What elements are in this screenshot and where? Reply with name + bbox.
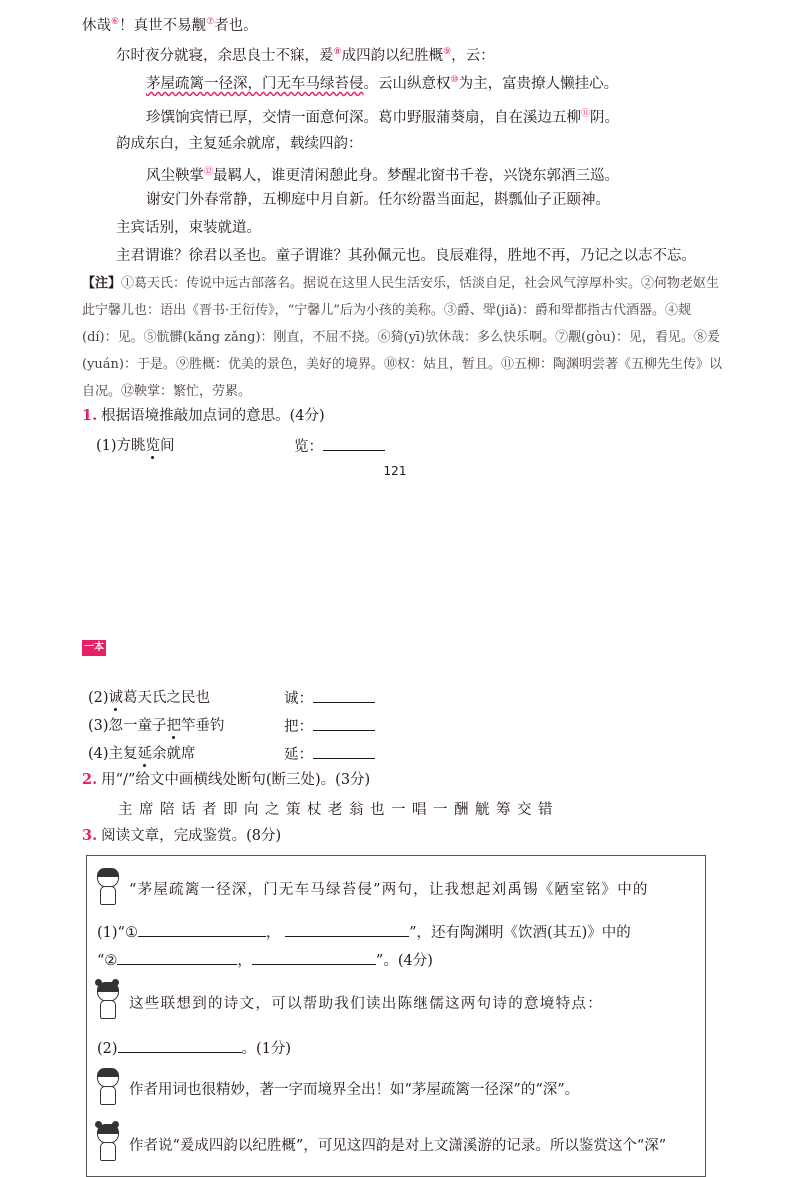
notes-text: ①葛天氏：传说中远古部落名。据说在这里人民生活安乐，恬淡自足，社会风气淳厚朴实。②何物老妪生此宁馨儿也：语出《晋书·王衍传》，“宁馨儿”后为小孩的美称。③爵、斝(jiǎ)：爵和斝都指古代酒器。④觌(dí)：见。⑤骯髒(kǎng zǎng)：刚直，不屈不挠。⑥猗(yī)欤休哉：多么快乐啊。⑦觏(gòu)：见，看见。⑧爰(yuán)：于是。⑨胜概：优美的景色，美好的境界。⑩权：姑且，暂且。⑪五柳：陶渊明尝著《五柳先生传》以自况。⑫鞅掌：繁忙，劳累。 (82, 276, 722, 399)
poem1-line-1: 茅屋疏篱一径深，门无车马绿苔侵。云山纵意权⑩为主，富贵撩人懒挂心。 (146, 75, 619, 92)
question-3-title: 3. 阅读文章，完成鉴赏。(8分) (82, 827, 282, 844)
box-line-6: 作者用词也很精妙，著一字而境界全出！如“茅屋疏篱一径深”的“深”。 (129, 1082, 580, 1098)
girl-avatar-icon (95, 982, 119, 1018)
boy-avatar-2-icon (95, 1068, 119, 1104)
passage-para-1: 尔时夜分就寝，余思良士不寐，爰⑧成四韵以纪胜概⑨，云： (116, 47, 495, 64)
passage-line-0: 休哉⑥！真世不易觏⑦者也。 (82, 17, 258, 34)
passage-para-4: 主君谓谁？徐君以圣也。童子谓谁？其孙佩元也。良辰难得，胜地不再，乃记之以志不忘。 (116, 248, 696, 264)
passage-para-2: 韵成东白，主复延余就席，载续四韵： (116, 136, 363, 152)
page-number: 121 (383, 464, 407, 478)
boy-avatar-icon (95, 868, 119, 904)
q1-item-1: (1)方眺览间 (96, 438, 175, 454)
box-line-3: “② ， ”。(4分) (97, 950, 433, 971)
question-1-title: 1. 根据语境推敲加点词的意思。(4分) (82, 407, 325, 424)
blank-3[interactable] (118, 1038, 242, 1053)
box-line-4: 这些联想到的诗文，可以帮助我们读出陈继儒这两句诗的意境特点： (129, 996, 603, 1012)
blank-1b[interactable] (285, 922, 409, 937)
box-line-1: “茅屋疏篱一径深，门无车马绿苔侵”两句，让我想起刘禹锡《陋室铭》中的 (129, 882, 649, 898)
box-line-2: (1)“① ， ”，还有陶渊明《饮酒(其五)》中的 (97, 922, 631, 943)
blank-2a[interactable] (117, 950, 237, 965)
q1-answer-3[interactable]: 把： (284, 716, 375, 737)
blank-2b[interactable] (252, 950, 376, 965)
brand-logo: 一本 (82, 640, 106, 656)
poem2-line-2: 谢安门外春常静，五柳庭中月自新。任尔纷嚣当面起，斟瓢仙子正颐神。 (146, 192, 610, 208)
q1-item-3: (3)忽一童子把竿垂钓 (88, 718, 225, 734)
q2-sentence[interactable]: 主席陪话者即向之策杖老翁也一唱一酬觥筹交错 (118, 802, 559, 818)
poem2-line-1: 风尘鞅掌⑫最羁人，谁更清闲憩此身。梦醒北窗书千卷，兴饶东郭酒三巡。 (146, 167, 620, 184)
notes-tag: 【注】 (82, 276, 122, 291)
q1-item-2: (2)诚葛天氏之民也 (88, 690, 211, 706)
box-line-5: (2) 。(1分) (97, 1038, 291, 1059)
annotation-notes (82, 270, 722, 405)
q1-answer-2[interactable]: 诚： (284, 688, 375, 709)
appreciation-box (86, 855, 706, 1177)
question-2-title: 2. 用“/”给文中画横线处断句(断三处)。(3分) (82, 771, 371, 788)
q1-item-4: (4)主复延余就席 (88, 746, 196, 762)
passage-para-3: 主宾话别，束装就道。 (116, 220, 261, 236)
blank-1a[interactable] (138, 922, 266, 937)
girl-avatar-2-icon (95, 1124, 119, 1160)
poem1-line-2: 珍馔饷宾情已厚，交情一面意何深。葛巾野服蒲葵扇，自在溪边五柳⑪阴。 (146, 109, 620, 126)
q1-answer-1[interactable]: 览： (294, 436, 385, 457)
q1-answer-4[interactable]: 延： (284, 744, 375, 765)
box-line-7: 作者说“爰成四韵以纪胜概”，可见这四韵是对上文潇溪游的记录。所以鉴赏这个“深” (129, 1138, 667, 1154)
